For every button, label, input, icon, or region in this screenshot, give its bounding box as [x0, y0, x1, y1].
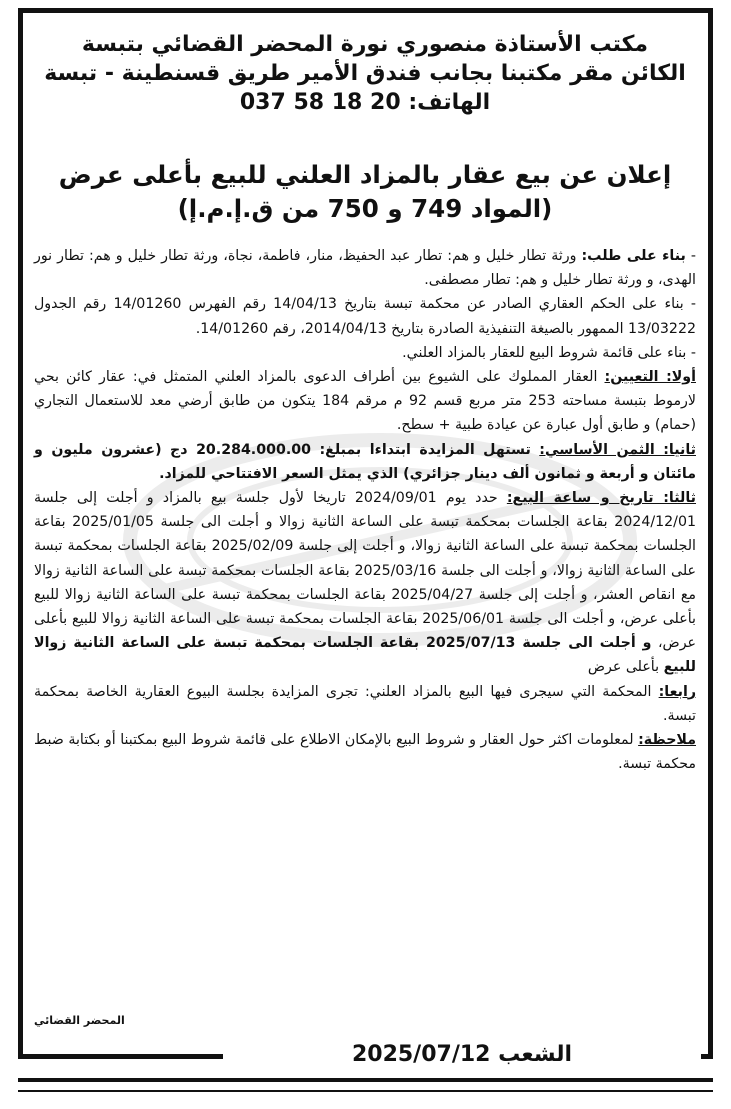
- office-header: [30, 30, 700, 117]
- paragraph-judgment: - بناء على الحكم العقاري الصادر عن محكمة تبسة بتاريخ 14/04/13 رقم الفهرس 14/01260 رقم الجدول 13/03222 الممهور بالصيغة التنفيذية الصادرة بتاريخ 2014/04/13، رقم 14/01260.: [34, 296, 696, 337]
- dates-label: ثالثا: تاريخ و ساعة البيع:: [506, 490, 697, 507]
- bailiff-signature: المحضر القضائي: [34, 1014, 125, 1027]
- section-court: [34, 680, 696, 728]
- paragraph-request: - بناء على طلب: ورثة تطار خليل و هم: تطار عبد الحفيظ، منار، فاطمة، نجاة، ورثة تطار خليل و هم: تطار نور الهدى، و ورثة تطار خليل و هم: تطار مصطفى.: [34, 248, 696, 289]
- title-main: إعلان عن بيع عقار بالمزاد العلني للبيع بأعلى عرض: [58, 160, 672, 189]
- office-name: مكتب الأستاذة منصوري نورة المحضر القضائي بتبسة: [81, 32, 649, 57]
- request-text: ورثة تطار خليل و هم: تطار عبد الحفيظ، منار، فاطمة، نجاة، ورثة تطار خليل و هم: تطار نور الهدى، و ورثة تطار خليل و هم: تطار مصطفى.: [34, 248, 696, 289]
- section-dates: [34, 486, 696, 680]
- request-label: بناء على طلب:: [581, 248, 686, 264]
- publication-line: الشعب 2025/07/12: [351, 1042, 573, 1067]
- footer-rule-left: [18, 1054, 223, 1059]
- designation-label: أولا: التعيين:: [604, 369, 696, 386]
- section-price: [34, 438, 696, 486]
- section-note: [34, 728, 696, 776]
- notice-title: [30, 158, 700, 226]
- title-articles: (المواد 749 و 750 من ق.إ.م.إ): [177, 194, 553, 223]
- dates-text: حدد يوم 2024/09/01 تاريخا لأول جلسة بيع بالمزاد و أجلت إلى جلسة 2024/12/01 بقاعة الجلسات بمحكمة تبسة على الساعة الثانية زوالا و أجلت الى جلسة 2025/01/05 بقاعة الجلسات بمحكمة تبسة على الساعة الثانية زوالا، و أجلت إلى جلسة 2025/02/09 بقاعة الجلسات بمحكمة تبسة على الساعة الثانية زوالا، و أجلت الى جلسة 2025/03/16 بقاعة الجلسات بمحكمة تبسة على الساعة الثانية زوالا مع انقاص العشر، و أجلت إلى جلسة 2025/04/27 بقاعة الجلسات بمحكمة تبسة على الساعة الثانية زوالا للبيع بأعلى عرض، و أجلت الى جلسة 2025/06/01 بقاعة الجلسات بمحكمة تبسة على الساعة الثانية زوالا للبيع بأعلى عرض،: [34, 490, 697, 652]
- office-address: الكائن مقر مكتبنا بجانب فندق الأمير طريق قسنطينة - تبسة: [44, 61, 686, 86]
- price-text: تستهل المزايدة ابتداءا بمبلغ: 20.284.000.00 دج (عشرون مليون و مائتان و أربعة و ثمانون ألف دينار جزائري) الذي يمثل السعر الافتتاحي للمزاد.: [34, 441, 696, 482]
- court-label: رابعا:: [658, 683, 696, 700]
- office-phone: الهاتف: 20 18 58 037: [239, 90, 491, 115]
- price-label: ثانيا: الثمن الأساسي:: [539, 441, 696, 458]
- footer-rule-right: [701, 1054, 713, 1059]
- notice-body: [34, 244, 696, 776]
- paragraph-conditions: - بناء على قائمة شروط البيع للعقار بالمزاد العلني.: [402, 344, 696, 361]
- publication-footer: [18, 1040, 713, 1070]
- note-text: لمعلومات اكثر حول العقار و شروط البيع بالإمكان الاطلاع على قائمة شروط البيع بمكتبنا أو بكتابة ضبط محكمة تبسة.: [34, 732, 696, 773]
- court-text: المحكمة التي سيجرى فيها البيع بالمزاد العلني: تجرى المزايدة بجلسة البيوع العقارية الخاصة بمحكمة تبسة.: [34, 683, 696, 724]
- section-designation: [34, 365, 696, 438]
- designation-text: العقار المملوك على الشيوع بين أطراف الدعوى بالمزاد العلني المتمثل في: عقار كائن بحي لارموط بتبسة مساحته 253 متر مربع قسم 92 م مرقم 184 يتكون من طابق أرضي معد للاستعمال التجاري (حمام) و طابق أول عبارة عن عيادة طبية + سطح.: [34, 369, 697, 434]
- bottom-divider-thin: [18, 1090, 713, 1092]
- dates-final-session: و أجلت الى جلسة 2025/07/13 بقاعة الجلسات بمحكمة تبسة على الساعة الثانية زوالا للبيع: [34, 635, 696, 676]
- bottom-divider-thick: [18, 1078, 713, 1082]
- dates-tail: بأعلى عرض: [587, 659, 664, 676]
- note-label: ملاحظة:: [638, 732, 696, 749]
